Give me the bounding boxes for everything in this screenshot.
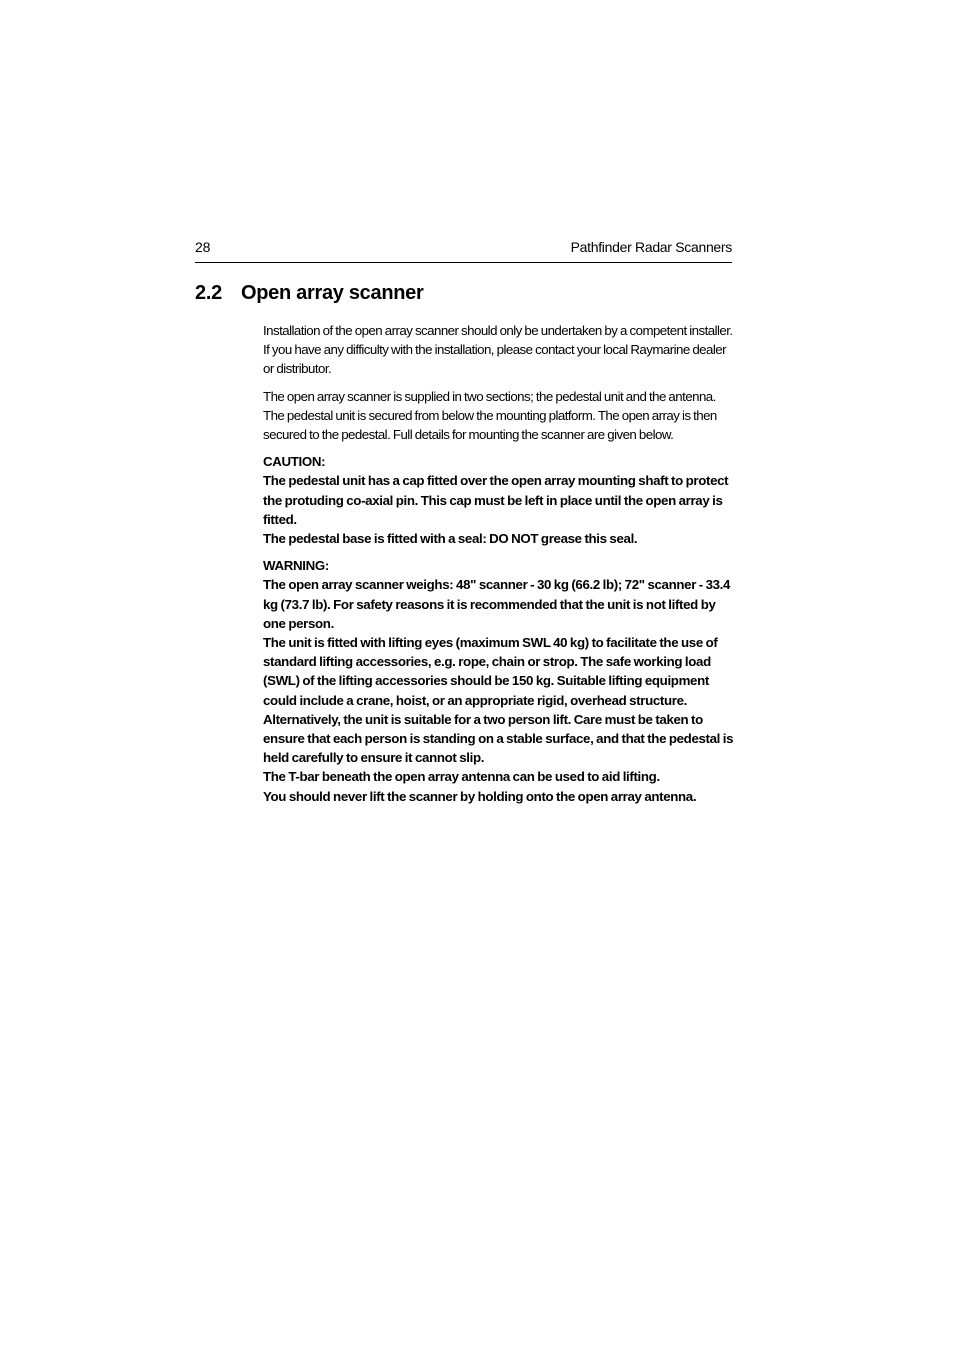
warning-line: The unit is fitted with lifting eyes (maximum SWL 40 kg) to facilitate the use of standard lifting accessories, e.g. rope, chain or strop. The safe working load (SWL) of the lifting accessories should be 150 kg. Suitable lifting equipment could include a crane, hoist, or an appropriate rigid, overhead structure. [263,635,718,708]
running-title: Pathfinder Radar Scanners [570,239,732,255]
body-text [263,321,735,814]
page-header [195,238,732,263]
caution-notice [263,452,735,548]
caution-line: The pedestal base is fitted with a seal: DO NOT grease this seal. [263,531,638,547]
warning-line: Alternatively, the unit is suitable for a two person lift. Care must be taken to ensure that each person is standing on a stable surface, and that the pedestal is held carefully to ensure it cannot slip. [263,711,734,766]
supply-paragraph: The open array scanner is supplied in two sections; the pedestal unit and the antenna. The pedestal unit is secured from below the mounting platform. The open array is then secured to the pedestal. Full details for mounting the scanner are given below. [263,388,717,443]
warning-line: You should never lift the scanner by holding onto the open array antenna. [263,788,697,804]
page-number: 28 [195,239,211,255]
caution-line: The pedestal unit has a cap fitted over the open array mounting shaft to protect the protuding co-axial pin. This cap must be left in place until the open array is fitted. [263,473,729,527]
warning-label: WARNING: [263,558,329,574]
section-number: 2.2 [195,282,222,304]
warning-line: The open array scanner weighs: 48" scanner - 30 kg (66.2 lb); 72" scanner - 33.4 kg (73.7 lb). For safety reasons it is recommended that the unit is not lifted by one person. [263,577,731,631]
section-title: Open array scanner [241,282,424,304]
section-heading [195,282,423,305]
warning-notice [263,556,735,806]
caution-label: CAUTION: [263,454,326,470]
intro-paragraph: Installation of the open array scanner should only be undertaken by a competent installer. If you have any difficulty with the installation, please contact your local Raymarine dealer or distributor. [263,323,733,377]
warning-line: The T-bar beneath the open array antenna can be used to aid lifting. [263,769,660,785]
